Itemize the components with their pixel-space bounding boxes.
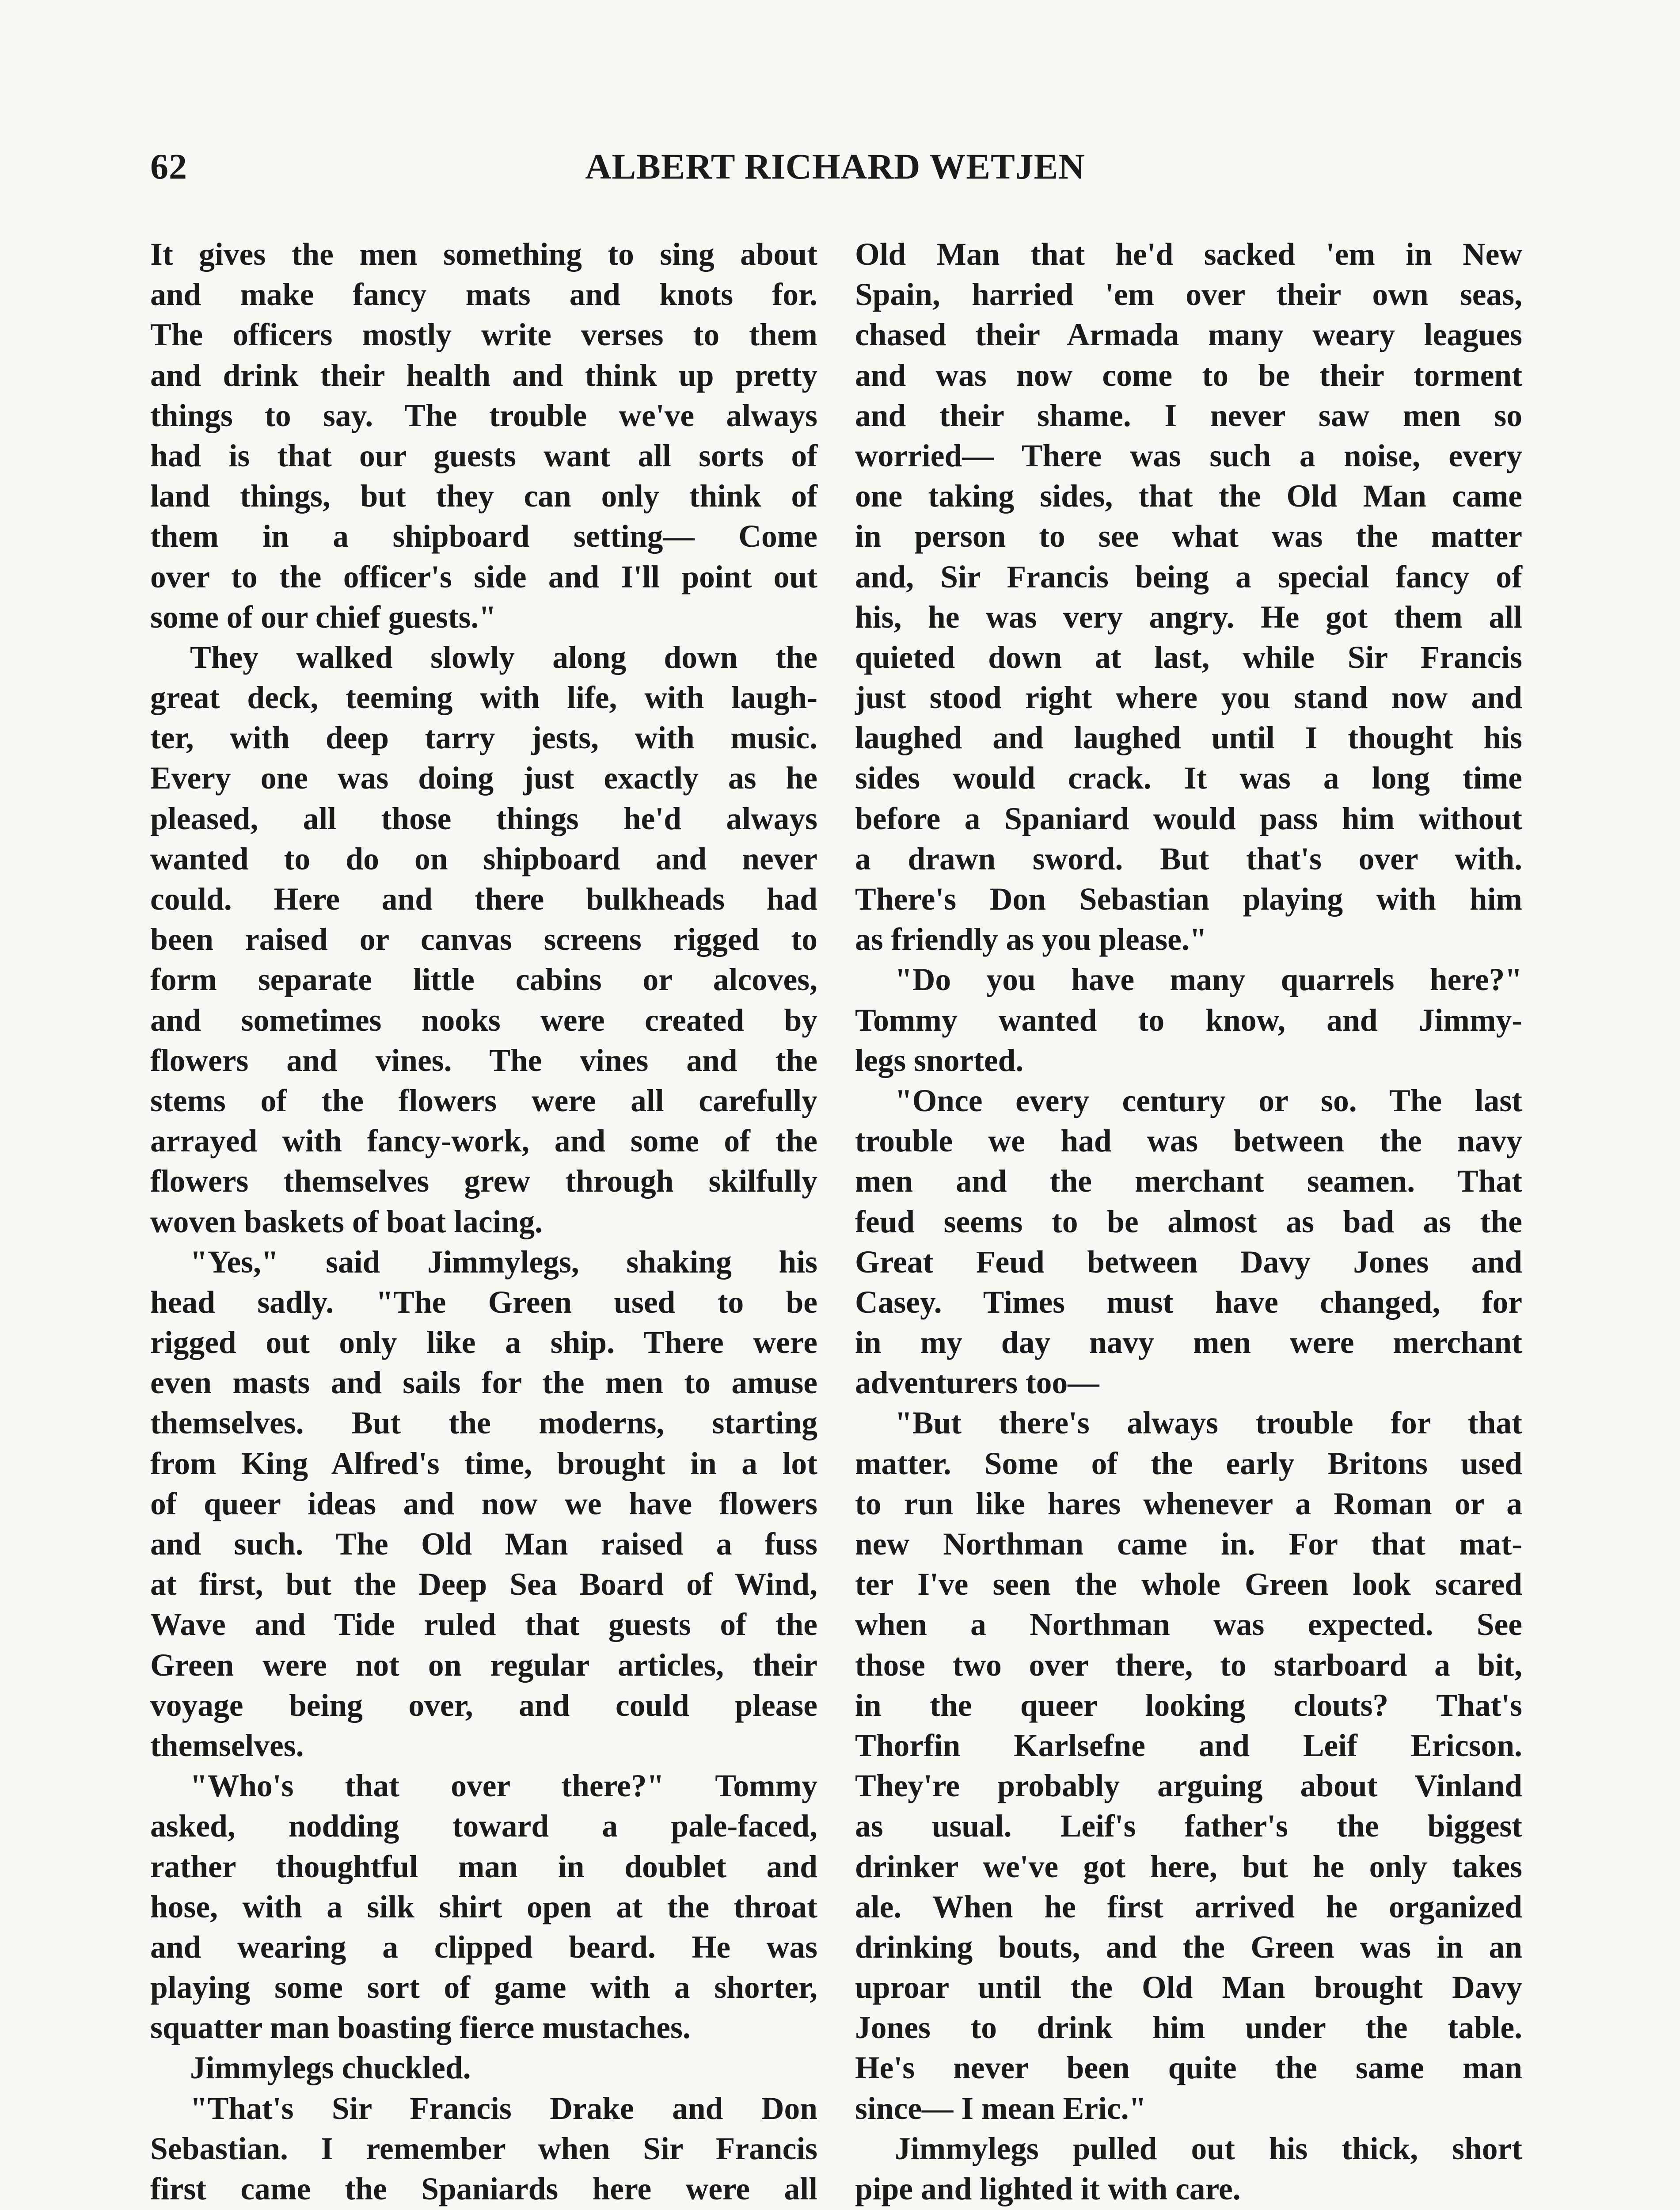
text-line: Tommy wanted to know, and Jimmy- — [855, 1002, 1522, 1038]
text-line: Sebastian. I remember when Sir Francis — [150, 2131, 817, 2166]
text-line: There's Don Sebastian playing with him — [855, 882, 1522, 917]
text-line: feud seems to be almost as bad as the — [855, 1204, 1522, 1239]
text-line: drinking bouts, and the Green was in an — [855, 1929, 1522, 1965]
text-line: in my day navy men were merchant — [855, 1325, 1522, 1360]
text-line: voyage being over, and could please — [150, 1688, 817, 1723]
text-line: Jimmylegs pulled out his thick, short — [895, 2131, 1522, 2166]
text-line: Great Feud between Davy Jones and — [855, 1244, 1522, 1280]
text-line: one taking sides, that the Old Man came — [855, 479, 1522, 514]
text-line: They're probably arguing about Vinland — [855, 1768, 1522, 1804]
text-line: before a Spaniard would pass him without — [855, 801, 1522, 836]
text-line: themselves. But the moderns, starting — [150, 1406, 817, 1441]
text-line: and such. The Old Man raised a fuss — [150, 1527, 817, 1562]
text-line: uproar until the Old Man brought Davy — [855, 1970, 1522, 2005]
text-line: Old Man that he'd sacked 'em in New — [855, 237, 1522, 272]
text-line: in the queer looking clouts? That's — [855, 1688, 1522, 1723]
text-line: been raised or canvas screens rigged to — [150, 922, 817, 957]
text-line: Wave and Tide ruled that guests of the — [150, 1607, 817, 1642]
text-line: and wearing a clipped beard. He was — [150, 1929, 817, 1965]
text-column-left — [150, 234, 817, 2210]
text-line: and their shame. I never saw men so — [855, 398, 1522, 433]
text-line: of queer ideas and now we have flowers — [150, 1486, 817, 1521]
text-line: stems of the flowers were all carefully — [150, 1083, 817, 1118]
text-line: some of our chief guests." — [150, 599, 497, 635]
text-line: had is that our guests want all sorts of — [150, 438, 817, 473]
text-line: "Yes," said Jimmylegs, shaking his — [190, 1244, 817, 1280]
text-line: even masts and sails for the men to amuse — [150, 1365, 817, 1401]
text-line: things to say. The trouble we've always — [150, 398, 817, 433]
text-line: as friendly as you please." — [855, 922, 1207, 957]
text-line: drinker we've got here, but he only takes — [855, 1849, 1522, 1884]
text-line: Spain, harried 'em over their own seas, — [855, 277, 1522, 312]
text-line: just stood right where you stand now and — [855, 680, 1522, 716]
text-line: "Do you have many quarrels here?" — [895, 962, 1522, 998]
text-line: rather thoughtful man in doublet and — [150, 1849, 817, 1884]
text-line: Thorfin Karlsefne and Leif Ericson. — [855, 1728, 1522, 1763]
text-line: in person to see what was the matter — [855, 519, 1522, 554]
running-head: ALBERT RICHARD WETJEN — [585, 146, 1085, 187]
text-line: worried— There was such a noise, every — [855, 438, 1522, 473]
text-line: new Northman came in. For that mat- — [855, 1527, 1522, 1562]
text-line: since— I mean Eric." — [855, 2091, 1147, 2126]
text-line: and drink their health and think up pretty — [150, 358, 817, 393]
text-line: Every one was doing just exactly as he — [150, 761, 817, 796]
text-line: "But there's always trouble for that — [895, 1406, 1522, 1441]
text-line: chased their Armada many weary leagues — [855, 317, 1522, 353]
text-line: head sadly. "The Green used to be — [150, 1284, 817, 1320]
text-column-right — [855, 234, 1522, 2210]
text-line: laughed and laughed until I thought his — [855, 720, 1522, 756]
text-line: from King Alfred's time, brought in a lot — [150, 1446, 817, 1481]
text-line: It gives the men something to sing about — [150, 237, 817, 272]
text-line: Jimmylegs chuckled. — [190, 2050, 471, 2086]
text-line: land things, but they can only think of — [150, 479, 817, 514]
page-header — [150, 146, 1520, 208]
text-line: matter. Some of the early Britons used — [855, 1446, 1522, 1481]
text-line: men and the merchant seamen. That — [855, 1164, 1522, 1199]
text-line: form separate little cabins or alcoves, — [150, 962, 817, 998]
text-line: and sometimes nooks were created by — [150, 1002, 817, 1038]
text-line: Green were not on regular articles, their — [150, 1647, 817, 1683]
text-line: quieted down at last, while Sir Francis — [855, 640, 1522, 675]
text-line: squatter man boasting fierce mustaches. — [150, 2010, 691, 2046]
text-line: adventurers too— — [855, 1365, 1099, 1401]
text-line: asked, nodding toward a pale-faced, — [150, 1809, 817, 1844]
text-line: ale. When he first arrived he organized — [855, 1889, 1522, 1924]
text-line: as usual. Leif's father's the biggest — [855, 1809, 1522, 1844]
text-line: He's never been quite the same man — [855, 2050, 1522, 2086]
text-line: Casey. Times must have changed, for — [855, 1284, 1522, 1320]
text-line: over to the officer's side and I'll point out — [150, 559, 817, 594]
page-number: 62 — [150, 146, 187, 187]
text-line: and was now come to be their torment — [855, 358, 1522, 393]
text-line: wanted to do on shipboard and never — [150, 841, 817, 876]
text-line: those two over there, to starboard a bit, — [855, 1647, 1522, 1683]
text-line: them in a shipboard setting— Come — [150, 519, 817, 554]
text-line: The officers mostly write verses to them — [150, 317, 817, 353]
text-line: ter, with deep tarry jests, with music. — [150, 720, 817, 756]
text-line: his, he was very angry. He got them all — [855, 599, 1522, 635]
text-line: a drawn sword. But that's over with. — [855, 841, 1522, 876]
text-line: to run like hares whenever a Roman or a — [855, 1486, 1522, 1521]
text-line: themselves. — [150, 1728, 304, 1763]
text-line: ter I've seen the whole Green look scared — [855, 1567, 1522, 1602]
text-line: Jones to drink him under the table. — [855, 2010, 1522, 2046]
text-line: "Once every century or so. The last — [895, 1083, 1522, 1118]
text-line: pipe and lighted it with care. — [855, 2172, 1241, 2206]
text-line: first came the Spaniards here were all — [150, 2172, 817, 2206]
text-line: could. Here and there bulkheads had — [150, 882, 817, 917]
text-line: sides would crack. It was a long time — [855, 761, 1522, 796]
text-line: great deck, teeming with life, with laugh- — [150, 680, 817, 716]
text-line: rigged out only like a ship. There were — [150, 1325, 817, 1360]
text-line: trouble we had was between the navy — [855, 1124, 1522, 1159]
text-line: pleased, all those things he'd always — [150, 801, 817, 836]
text-line: and, Sir Francis being a special fancy of — [855, 559, 1522, 594]
text-line: They walked slowly along down the — [190, 640, 817, 675]
text-line: legs snorted. — [855, 1043, 1024, 1078]
text-line: at first, but the Deep Sea Board of Wind, — [150, 1567, 817, 1602]
text-line: woven baskets of boat lacing. — [150, 1204, 543, 1239]
text-line: arrayed with fancy-work, and some of the — [150, 1124, 817, 1159]
text-line: "Who's that over there?" Tommy — [190, 1768, 817, 1804]
text-line: hose, with a silk shirt open at the throat — [150, 1889, 817, 1924]
text-line: when a Northman was expected. See — [855, 1607, 1522, 1642]
text-line: "That's Sir Francis Drake and Don — [190, 2091, 817, 2126]
text-line: playing some sort of game with a shorter, — [150, 1970, 817, 2005]
text-line: flowers themselves grew through skilfully — [150, 1164, 817, 1199]
text-line: flowers and vines. The vines and the — [150, 1043, 817, 1078]
text-line: and make fancy mats and knots for. — [150, 277, 817, 312]
